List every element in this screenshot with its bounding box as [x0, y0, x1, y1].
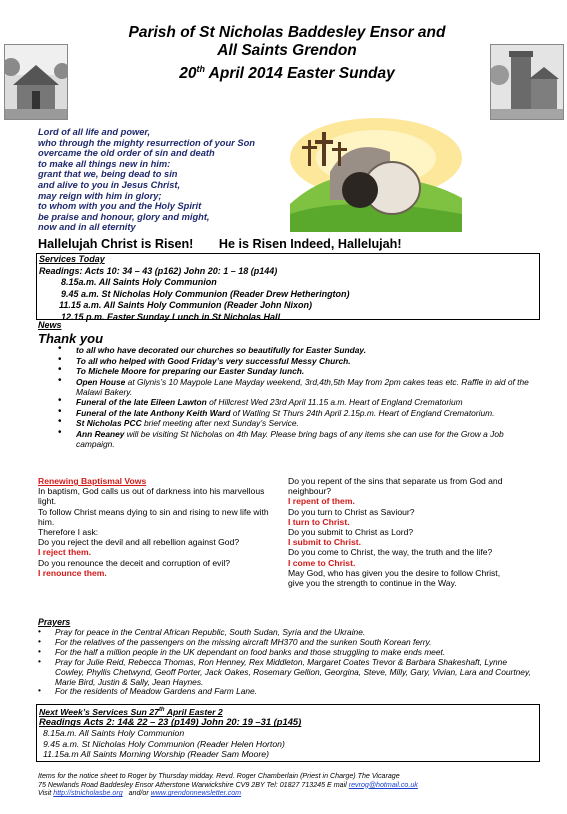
next-week-item: 11.15a.m All Saints Morning Worship (Reader Sam Moore): [43, 749, 269, 760]
vow-line: Do you come to Christ, the way, the truth and the life?: [288, 547, 493, 558]
empty-tomb-illustration: [290, 118, 462, 232]
services-today-heading: Services Today: [39, 254, 105, 264]
news-item-title: Funeral of the late Anthony Keith Ward: [76, 407, 231, 418]
footer-line-3: [38, 789, 538, 798]
prayer-line: to make all things new in him:: [38, 158, 171, 169]
title-line-1: Parish of St Nicholas Baddesley Ensor and: [128, 24, 446, 41]
services-today-box: [36, 253, 540, 320]
news-item-title: To all who helped with Good Friday’s very successful Messy Church.: [76, 355, 351, 366]
next-week-readings: Readings Acts 2: 14& 22 – 23 (p149) John 20: 19 –31 (p145): [39, 716, 302, 728]
news-item-title: St Nicholas PCC: [76, 418, 142, 428]
thank-you-heading: Thank you: [38, 331, 104, 346]
news-item: [48, 408, 533, 418]
email-link[interactable]: revrog@hotmail.co.uk: [348, 780, 418, 789]
prayer-line: who through the mighty resurrection of your Son: [38, 137, 255, 148]
next-week-content: [37, 705, 539, 760]
vow-line: Do you renounce the deceit and corruption of evil?: [38, 557, 231, 568]
vow-line: May God, who has given you the desire to follow Christ,: [288, 567, 501, 578]
services-today-readings: Readings: Acts 10: 34 – 43 (p162) John 20: 1 – 18 (p144): [39, 265, 278, 276]
news-item: [48, 429, 533, 449]
services-today-content: [37, 254, 539, 323]
news-item-detail: at Glynis’s 10 Maypole Lane Mayday weekend, 3rd,4th,5th May from 2pm cakes teas etc. Raffle in aid of the Malawi Bakery.: [76, 376, 529, 397]
prayer-line: to whom with you and the Holy Spirit: [38, 201, 202, 212]
prayer-line: and alive to you in Jesus Christ,: [38, 179, 181, 190]
vows-heading: Renewing Baptismal Vows: [38, 476, 147, 486]
vow-response: I renounce them.: [38, 567, 107, 578]
service-item: 11.15 a.m. All Saints Holy Communion (Reader John Nixon): [59, 300, 313, 310]
prayer-line: overcame the old order of sin and death: [38, 148, 215, 159]
vow-response: I reject them.: [38, 547, 92, 558]
vow-line: Do you turn to Christ as Saviour?: [288, 506, 415, 517]
news-item-title: to all who have decorated our churches so beautifully for Easter Sunday.: [76, 345, 367, 355]
vow-line: Therefore I ask:: [38, 527, 99, 538]
hallelujah-left: Hallelujah Christ is Risen!: [38, 237, 194, 251]
vow-line: Do you submit to Christ as Lord?: [288, 527, 414, 538]
date-suffix: th: [196, 64, 205, 74]
news-item-detail: brief meeting after next Sunday’s Service.: [141, 418, 299, 428]
prayer-intention: • For the residents of Meadow Gardens and Farm Lane.: [38, 687, 536, 697]
footer: [38, 772, 538, 798]
news-item: [48, 366, 533, 376]
prayer-intention: • Pray for peace in the Central African Republic, South Sudan, Syria and the Ukraine.: [38, 628, 536, 638]
vow-line: To follow Christ means dying to sin and rising to new life with him.: [38, 506, 269, 527]
prayers-heading: Prayers: [38, 617, 71, 627]
church-photo-right: [490, 44, 564, 120]
footer-line-2: [38, 781, 538, 790]
news-item-title: Ann Reaney: [76, 428, 125, 439]
title-date: [82, 60, 492, 83]
footer-and: and/or: [122, 789, 151, 798]
footer-visit: Visit: [38, 789, 54, 798]
news-item-detail: of Hillcrest Wed 23rd April 11.15 a.m. Heart of England Crematorium: [206, 397, 463, 407]
news-heading: News: [38, 320, 62, 330]
prayer-line: Lord of all life and power,: [38, 127, 151, 137]
vow-response: I submit to Christ.: [288, 537, 362, 548]
service-item: 8.15a.m. All Saints Holy Communion: [61, 277, 217, 287]
prayer-intention: • For the relatives of the passengers on the missing aircraft MH370 and the sunken South Korean ferry.: [38, 638, 536, 648]
date-day: 20: [179, 65, 197, 83]
vow-line: Do you repent of the sins that separate us from God and neighbour?: [288, 476, 503, 497]
vows-column-1: [38, 476, 276, 578]
news-item: [48, 356, 533, 366]
vow-line: In baptism, God calls us out of darkness into his marvellous light.: [38, 486, 265, 507]
vow-response: I repent of them.: [288, 496, 355, 507]
news-item-title: To Michele Moore for preparing our Easter Sunday lunch.: [76, 366, 305, 376]
date-rest: April 2014 Easter Sunday: [204, 65, 395, 83]
website-link-stnicholas[interactable]: http://stnicholasbe.org: [53, 789, 123, 798]
hallelujah-line: [38, 237, 538, 251]
prayer-line: grant that we, being dead to sin: [38, 169, 178, 180]
prayer-intention: • For the half a million people in the UK dependant on food banks and those struggling to make ends meet.: [38, 648, 536, 658]
news-item: [48, 418, 533, 428]
footer-address: 75 Newlands Road Baddesley Ensor Atherstone Warwickshire CV9 2BY Tel: 01827 713245 E mail: [38, 780, 349, 789]
service-item: 12.15 p.m. Easter Sunday Lunch in St Nicholas Hall: [61, 311, 281, 322]
vow-response: I come to Christ.: [288, 557, 356, 568]
vow-line: give you the strength to continue in the Way.: [288, 578, 457, 589]
news-item-detail: will be visiting St Nicholas on 4th May. Please bring bags of any items she can use for the Grow a Job campaign.: [76, 428, 504, 449]
hallelujah-right: He is Risen Indeed, Hallelujah!: [218, 237, 402, 251]
church-photo-left: [4, 44, 68, 120]
news-item-detail: of Watling St Thurs 24th April 2.15p.m. Heart of England Crematorium.: [230, 407, 495, 418]
vows-column-2: [288, 476, 533, 588]
newsletter-title: [82, 24, 492, 83]
prayer-intention: • Pray for Julie Reid, Rebecca Thomas, Ron Henney, Rex Middleton, Margaret Coates Trevor & Barbara Shakeshaft, Lynne Cowley, Phyllis Chetwynd, Geoff Porter, Jack Oakes, Rosemary Gellion, Georgina, Steve, Milly, Gary, Vivian, Lara and Courtney, Marie Bird, Justin & Sally, Jean Haynes.: [38, 658, 536, 688]
prayer-line: now and in all eternity: [38, 222, 136, 233]
news-item: [48, 397, 533, 407]
footer-line-1: Items for the notice sheet to Roger by Thursday midday. Revd. Roger Chamberlain (Priest in Charge) The Vicarage: [38, 772, 400, 780]
vow-line: Do you reject the devil and all rebellion against God?: [38, 537, 240, 548]
prayers-list: [38, 628, 536, 697]
next-week-services-box: [36, 704, 540, 762]
website-link-grendon[interactable]: www.grendonnewsletter.com: [150, 789, 242, 798]
vow-response: I turn to Christ.: [288, 516, 350, 527]
next-week-heading: Next Week’s Services Sun 27th April Easter 2: [39, 706, 223, 717]
service-item: 9.45 a.m. St Nicholas Holy Communion (Reader Drew Hetherington): [61, 288, 350, 299]
vows-col1-lines: [38, 486, 276, 578]
news-list: [48, 345, 533, 449]
prayer-line: may reign with him in glory;: [38, 190, 162, 201]
news-item: [48, 345, 533, 355]
news-item: [48, 377, 533, 397]
title-line-2: All Saints Grendon: [217, 42, 357, 59]
news-item-title: Funeral of the late Eileen Lawton: [76, 397, 207, 407]
collect-prayer: [38, 127, 288, 233]
news-item-title: Open House: [76, 376, 126, 387]
prayer-line: be praise and honour, glory and might,: [38, 211, 210, 222]
next-week-item: 8.15a.m. All Saints Holy Communion: [43, 728, 185, 739]
next-week-item: 9.45 a.m. St Nicholas Holy Communion (Reader Helen Horton): [43, 738, 285, 749]
